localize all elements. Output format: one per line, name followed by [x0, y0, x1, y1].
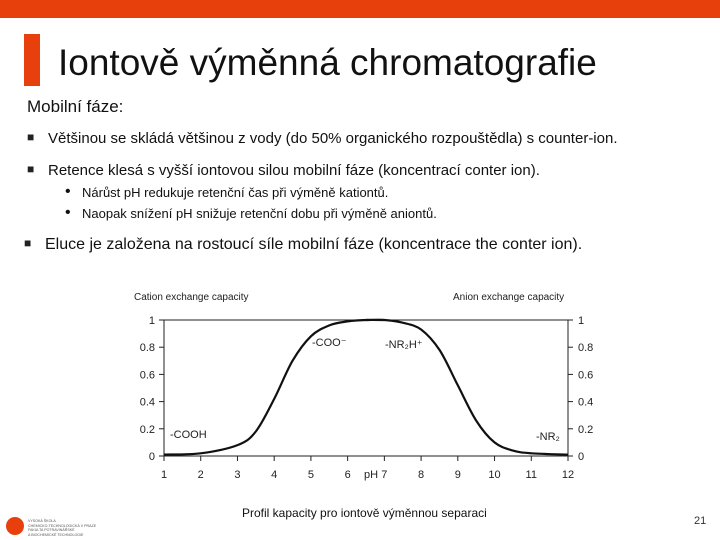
left-y-tick-label: 0.8	[139, 342, 155, 355]
subbullet-2-text: Naopak snížení pH snižuje retenční dobu při výměně aniontů.	[82, 206, 437, 221]
right-y-tick-label: 0.2	[578, 423, 594, 436]
left-y-tick-label: 0.2	[139, 423, 155, 436]
x-tick-label: 8	[418, 469, 425, 481]
label-nr2: -NR₂	[536, 431, 560, 443]
bullet-1-text: Většinou se skládá většinou z vody (do 50% organického rozpouštědla) s counter-ion.	[48, 130, 618, 147]
x-tick-label: 10	[488, 469, 501, 481]
x-tick-label: 6	[344, 469, 351, 481]
plot-frame	[164, 320, 568, 456]
left-y-tick-label: 1	[148, 315, 155, 327]
mobile-phase-heading: Mobilní fáze:	[27, 97, 124, 116]
anion-chart-title: Anion exchange capacity	[453, 292, 565, 303]
subbullet-1-text: Nárůst pH redukuje retenční čas při výměně kationtů.	[82, 185, 389, 200]
bullet-square-icon: ■	[27, 162, 35, 176]
x-axis-label: pH	[364, 469, 379, 481]
bullet-3-text: Eluce je založena na rostoucí síle mobilní fáze (koncentrace the conter ion).	[45, 236, 583, 253]
label-cooh: -COOH	[170, 429, 207, 441]
x-tick-label: 1	[160, 469, 168, 481]
label-coo-minus: -COO⁻	[312, 337, 347, 349]
x-tick-label: 9	[454, 469, 461, 481]
right-y-tick-label: 1	[578, 315, 585, 327]
left-y-tick-label: 0	[148, 451, 155, 463]
right-y-tick-label: 0.6	[578, 369, 594, 382]
x-tick-label: 12	[561, 469, 575, 481]
x-tick-label: 3	[234, 469, 241, 481]
x-tick-label: 7	[381, 469, 388, 481]
page-number: 21	[694, 515, 707, 527]
left-y-tick-label: 0.4	[139, 396, 155, 409]
bullet-square-icon: ■	[24, 236, 32, 250]
right-y-tick-label: 0	[578, 451, 585, 463]
figure-caption: Profil kapacity pro iontově výměnnou separaci	[242, 506, 487, 520]
right-y-tick-label: 0.4	[578, 396, 594, 409]
curves	[164, 320, 568, 455]
bullet-2-text: Retence klesá s vyšší iontovou silou mobilní fáze (koncentrací conter ion).	[48, 162, 540, 179]
slide-title: Iontově výměnná chromatografie	[58, 42, 597, 83]
logo-text: VYSOKÁ ŠKOLA CHEMICKO-TECHNOLOGICKÁ V PRAZE FAKULTA POTRAVINÁŘSKÉ A BIOCHEMICKÉ TECHNOLOGIE	[28, 519, 97, 537]
bullet-dot-icon: •	[65, 204, 71, 221]
university-logo	[6, 517, 126, 537]
logo-drop-icon	[6, 517, 24, 535]
label-nr2h-plus: -NR₂H⁺	[385, 339, 423, 351]
x-tick-label: 11	[525, 469, 537, 481]
bullet-square-icon: ■	[27, 130, 35, 144]
x-tick-label: 2	[197, 469, 204, 481]
x-tick-label: 5	[307, 469, 314, 481]
bullet-dot-icon: •	[65, 183, 71, 200]
right-y-axis	[568, 315, 593, 463]
left-y-axis	[140, 315, 164, 463]
x-tick-label: 4	[271, 469, 278, 481]
left-y-tick-label: 0.6	[139, 369, 155, 382]
cation-chart-title: Cation exchange capacity	[134, 292, 249, 303]
right-y-tick-label: 0.8	[578, 342, 594, 355]
